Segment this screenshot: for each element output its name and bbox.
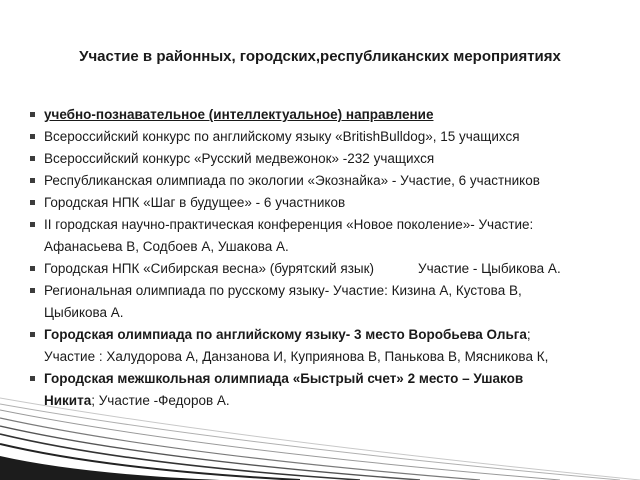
list-item <box>30 104 620 126</box>
item-text: Городская НПК «Шаг в будущее» - 6 участников <box>44 195 346 210</box>
item-text: Всероссийский конкурс «Русский медвежонок» -232 учащихся <box>44 151 435 166</box>
item-text-line1: Региональная олимпиада по русскому языку- Участие: Кизина А, Кустова В, <box>44 283 522 298</box>
list-item <box>30 368 620 412</box>
list-item <box>30 258 620 280</box>
item-text: Городская НПК «Сибирская весна» (бурятский язык) <box>44 261 375 276</box>
item-text-line2: Участие : Халудорова А, Данзанова И, Куприянова В, Панькова В, Мясникова К, <box>44 349 549 364</box>
bullet-icon <box>30 288 35 293</box>
list-item <box>30 170 620 192</box>
bullet-icon <box>30 178 35 183</box>
item-award-text: Городская межшкольная олимпиада «Быстрый счет» 2 место – Ушаков <box>44 371 524 386</box>
list-item <box>30 148 620 170</box>
bullet-list <box>30 104 620 412</box>
list-item <box>30 126 620 148</box>
item-participants: Участие - Цыбикова А. <box>418 261 561 276</box>
bullet-icon <box>30 222 35 227</box>
bullet-icon <box>30 200 35 205</box>
list-item <box>30 324 620 368</box>
item-award-name: Никита <box>44 393 92 408</box>
list-item <box>30 280 620 324</box>
bullet-icon <box>30 112 35 117</box>
item-text: Всероссийский конкурс по английскому языку «BritishBulldog», 15 учащихся <box>44 129 520 144</box>
bullet-icon <box>30 376 35 381</box>
item-text: учебно-познавательное (интеллектуальное) направление <box>44 107 434 122</box>
list-item <box>30 192 620 214</box>
bullet-icon <box>30 134 35 139</box>
item-award-text: Городская олимпиада по английскому языку- 3 место Воробьева Ольга <box>44 327 527 342</box>
item-separator: ; <box>526 327 531 342</box>
item-text: Республиканская олимпиада по экологии «Экознайка» - Участие, 6 участников <box>44 173 540 188</box>
item-text-line2: Афанасьева В, Содбоев А, Ушакова А. <box>44 239 289 254</box>
bullet-icon <box>30 266 35 271</box>
item-text-line1: II городская научно-практическая конференция «Новое поколение»- Участие: <box>44 217 534 232</box>
bullet-icon <box>30 332 35 337</box>
item-text-rest: ; Участие -Федоров А. <box>91 393 230 408</box>
bullet-icon <box>30 156 35 161</box>
item-text-line2: Цыбикова А. <box>44 305 124 320</box>
list-item <box>30 214 620 258</box>
slide-title: Участие в районных, городских,республиканских мероприятиях <box>79 48 561 65</box>
